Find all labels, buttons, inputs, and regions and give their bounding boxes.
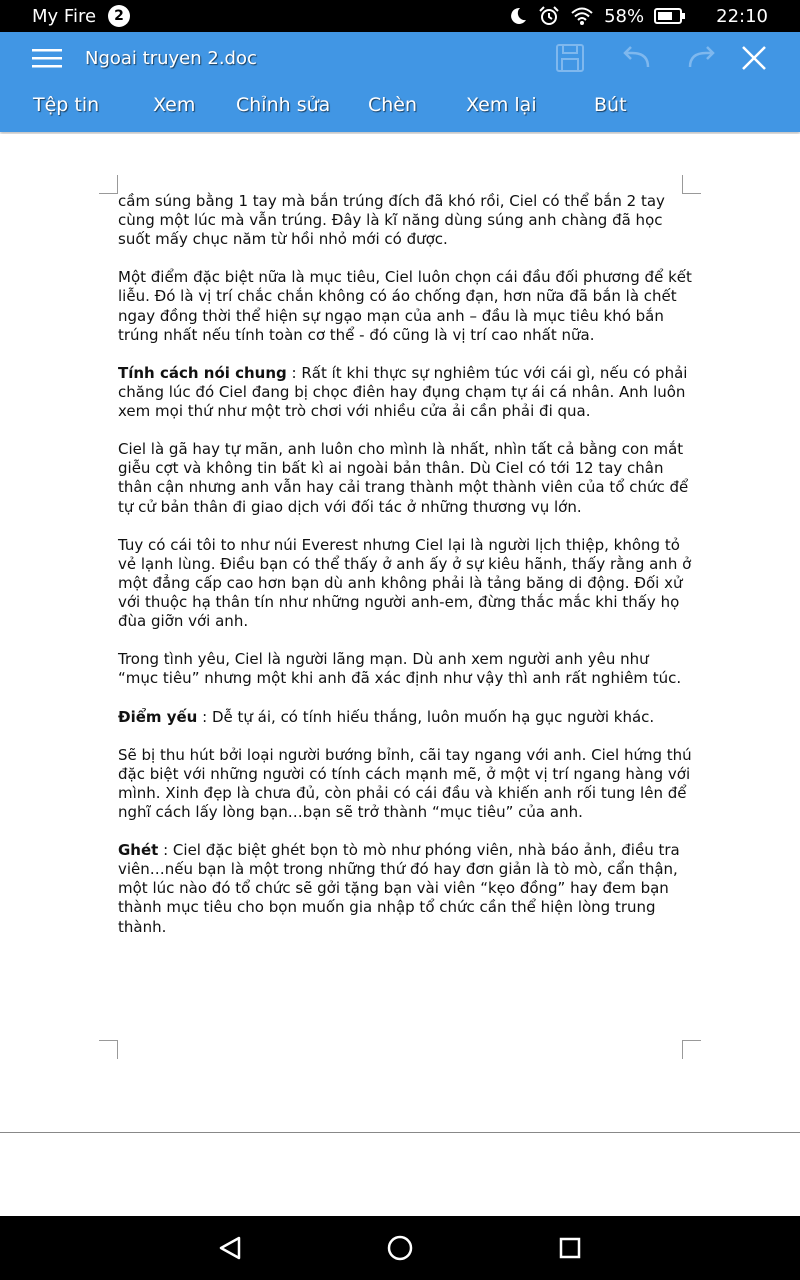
alarm-icon	[538, 5, 560, 27]
paragraph: Ciel là gã hay tự mãn, anh luôn cho mình là nhất, nhìn tất cả bằng con mắt giễu cợt và không tin bất kì ai ngoài bản thân. Dù Ciel có tới 12 tay chân thân cận nhưng anh vẫn hay cải trang thành một thành viên của tổ chức để tự cử bản thân đi giao dịch với đối tác ở những thương vụ lớn.	[118, 440, 689, 516]
menu-icon[interactable]	[32, 47, 64, 71]
document-body[interactable]	[118, 192, 693, 956]
device-name: My Fire	[32, 5, 97, 27]
battery-icon	[654, 7, 686, 25]
page-separator	[0, 1132, 800, 1133]
close-icon[interactable]	[734, 38, 774, 78]
margin-marker-top-left	[99, 175, 118, 194]
document-page[interactable]	[0, 134, 800, 1216]
redo-icon[interactable]	[682, 38, 722, 78]
menu-insert[interactable]: Chèn	[368, 94, 418, 116]
notification-count-badge: 2	[108, 5, 130, 27]
clock-time: 22:10	[716, 5, 768, 27]
menu-file[interactable]: Tệp tin	[33, 94, 100, 116]
status-bar	[0, 0, 800, 32]
paragraph: Trong tình yêu, Ciel là người lãng mạn. Dù anh xem người anh yêu như “mục tiêu” nhưng một khi anh đã xác định như vậy thì anh rất nghiêm túc.	[118, 650, 682, 688]
menu-bar	[0, 94, 800, 128]
paragraph: Ghét : Ciel đặc biệt ghét bọn tò mò như phóng viên, nhà báo ảnh, điều tra viên…nếu bạn là một trong những thứ đó hay đơn giản là tò mò, cẩn thận, một lúc nào đó tổ chức sẽ gởi tặng bạn vài viên “kẹo đồng” hay đem bạn thành mục tiêu cho bọn muốn gia nhập tổ chức cần thể hiện lòng trung thành.	[118, 841, 680, 936]
paragraph: cầm súng bằng 1 tay mà bắn trúng đích đã khó rồi, Ciel có thể bắn 2 tay cùng một lúc mà vẫn trúng. Đây là kĩ năng dùng súng anh chàng đã học suốt mấy chục năm từ hồi nhỏ mới có được.	[118, 192, 665, 249]
paragraph: Tuy có cái tôi to như núi Everest nhưng Ciel lại là người lịch thiệp, không tỏ vẻ lạnh lùng. Điều bạn có thể thấy ở anh ấy ở sự kiêu hãnh, thấy rằng anh ở một đẳng cấp cao hơn bạn dù anh không phải là tảng băng di động. Đối xử với thuộc hạ thân tín như những người anh-em, đừng thắc mắc khi thấy họ đùa giỡn với anh.	[118, 535, 692, 631]
back-icon[interactable]	[214, 1232, 246, 1264]
undo-icon[interactable]	[616, 38, 656, 78]
paragraph: Tính cách nói chung : Rất ít khi thực sự nghiêm túc với cái gì, nếu có phải chăng lúc đó Ciel đang bị chọc điên hay đụng chạm tự ái cá nhân. Anh luôn xem mọi thứ như một trò chơi với nhiều cửa ải cần phải đi qua.	[118, 363, 688, 421]
recents-icon[interactable]	[554, 1232, 586, 1264]
battery-percent: 58%	[604, 5, 645, 27]
moon-icon	[508, 6, 528, 26]
menu-review[interactable]: Xem lại	[466, 94, 537, 116]
paragraph: Sẽ bị thu hút bởi loại người bướng bỉnh, cãi tay ngang với anh. Ciel hứng thú đặc biệt với những người có tính cách mạnh mẽ, ở một vị trí ngang hàng với mình. Xinh đẹp là chưa đủ, còn phải có cái đầu và khiến anh rối tung lên để nghĩ cách lấy lòng bạn…bạn sẽ trở thành “mục tiêu” của anh.	[118, 745, 692, 821]
menu-edit[interactable]: Chỉnh sửa	[236, 94, 331, 116]
save-icon[interactable]	[550, 38, 590, 78]
wifi-icon	[570, 6, 594, 26]
bold-label: Tính cách nói chung	[118, 363, 287, 382]
bold-label: Ghét	[118, 841, 159, 860]
bold-label: Điểm yếu	[118, 707, 198, 726]
menu-pen[interactable]: Bút	[594, 94, 627, 116]
home-icon[interactable]	[384, 1232, 416, 1264]
navigation-bar	[0, 1216, 800, 1280]
app-toolbar	[0, 32, 800, 132]
paragraph: Điểm yếu : Dễ tự ái, có tính hiếu thắng, luôn muốn hạ gục người khác.	[118, 707, 655, 726]
menu-view[interactable]: Xem	[153, 94, 196, 116]
margin-marker-bottom-right	[682, 1040, 701, 1059]
margin-marker-bottom-left	[99, 1040, 118, 1059]
document-title: Ngoai truyen 2.doc	[85, 48, 257, 69]
paragraph: Một điểm đặc biệt nữa là mục tiêu, Ciel luôn chọn cái đầu đối phương để kết liễu. Đó là vị trí chắc chắn không có áo chống đạn, hơn nữa đã bắn là chết ngay đồng thời thể hiện sự ngạo mạn của anh – đầu là mục tiêu khó bắn trúng nhất nếu tính toàn cơ thể - đó cũng là vị trí cao nhất nữa.	[118, 268, 692, 344]
